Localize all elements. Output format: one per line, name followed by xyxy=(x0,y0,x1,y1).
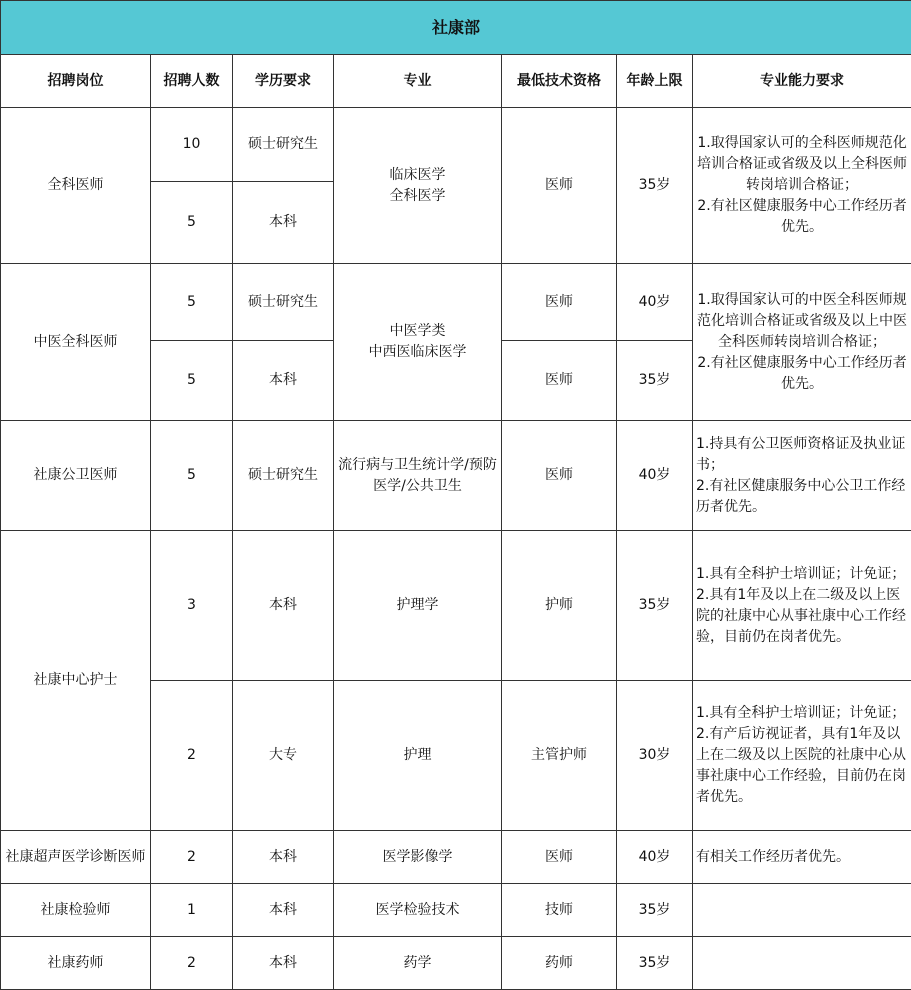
gp-qualification: 医师 xyxy=(502,108,617,264)
header-qualification: 最低技术资格 xyxy=(502,55,617,108)
us-education: 本科 xyxy=(233,831,334,884)
table-row xyxy=(1,531,911,681)
lab-position: 社康检验师 xyxy=(1,884,151,937)
ph-age: 40岁 xyxy=(617,421,693,531)
gp-education-2: 本科 xyxy=(233,182,334,264)
nurse-education-2: 大专 xyxy=(233,681,334,831)
header-education: 学历要求 xyxy=(233,55,334,108)
ph-major: 流行病与卫生统计学/预防医学/公共卫生 xyxy=(334,421,502,531)
header-position: 招聘岗位 xyxy=(1,55,151,108)
nurse-ability-2-1: 1.具有全科护士培训证；计免证； xyxy=(696,703,908,724)
nurse-qualification-1: 护师 xyxy=(502,531,617,681)
lab-ability xyxy=(693,884,911,937)
nurse-major-2: 护理 xyxy=(334,681,502,831)
ph-ability xyxy=(693,421,911,531)
header-ability: 专业能力要求 xyxy=(693,55,911,108)
nurse-ability-1-1: 1.具有全科护士培训证；计免证； xyxy=(696,564,908,585)
gp-major-line-1: 临床医学 xyxy=(336,165,499,186)
ph-ability-2: 2.有社区健康服务中心公卫工作经历者优先。 xyxy=(696,476,908,518)
nurse-position: 社康中心护士 xyxy=(1,531,151,831)
tcm-qualification-2: 医师 xyxy=(502,341,617,421)
us-position: 社康超声医学诊断医师 xyxy=(1,831,151,884)
pharm-position: 社康药师 xyxy=(1,937,151,990)
gp-major-line-2: 全科医学 xyxy=(336,186,499,207)
tcm-ability xyxy=(693,264,911,421)
lab-qualification: 技师 xyxy=(502,884,617,937)
table-row xyxy=(1,108,911,182)
gp-position: 全科医师 xyxy=(1,108,151,264)
tcm-age-2: 35岁 xyxy=(617,341,693,421)
tcm-major-line-1: 中医学类 xyxy=(336,321,499,342)
us-major: 医学影像学 xyxy=(334,831,502,884)
gp-count-2: 5 xyxy=(151,182,233,264)
tcm-count-2: 5 xyxy=(151,341,233,421)
us-ability: 有相关工作经历者优先。 xyxy=(693,831,911,884)
tcm-ability-2: 2.有社区健康服务中心工作经历者优先。 xyxy=(696,353,908,395)
gp-age: 35岁 xyxy=(617,108,693,264)
tcm-age-1: 40岁 xyxy=(617,264,693,341)
ph-position: 社康公卫医师 xyxy=(1,421,151,531)
nurse-ability-cell-1 xyxy=(693,531,911,681)
nurse-ability-2-2: 2.有产后访视证者，具有1年及以上在二级及以上医院的社康中心从事社康中心工作经验，目前仍在岗者优先。 xyxy=(696,724,908,808)
gp-ability xyxy=(693,108,911,264)
tcm-ability-1: 1.取得国家认可的中医全科医师规范化培训合格证或省级及以上中医全科医师转岗培训合格证； xyxy=(696,290,908,353)
tcm-count-1: 5 xyxy=(151,264,233,341)
pharm-education: 本科 xyxy=(233,937,334,990)
tcm-education-2: 本科 xyxy=(233,341,334,421)
pharm-qualification: 药师 xyxy=(502,937,617,990)
pharm-count: 2 xyxy=(151,937,233,990)
gp-major xyxy=(334,108,502,264)
tcm-major-line-2: 中西医临床医学 xyxy=(336,342,499,363)
header-row xyxy=(1,55,911,108)
nurse-count-1: 3 xyxy=(151,531,233,681)
us-count: 2 xyxy=(151,831,233,884)
us-qualification: 医师 xyxy=(502,831,617,884)
table-row xyxy=(1,937,911,990)
tcm-education-1: 硕士研究生 xyxy=(233,264,334,341)
gp-ability-1: 1.取得国家认可的全科医师规范化培训合格证或省级及以上全科医师转岗培训合格证； xyxy=(696,133,908,196)
table-title: 社康部 xyxy=(1,1,911,55)
ph-count: 5 xyxy=(151,421,233,531)
tcm-major xyxy=(334,264,502,421)
ph-ability-1: 1.持具有公卫医师资格证及执业证书； xyxy=(696,434,908,476)
lab-major: 医学检验技术 xyxy=(334,884,502,937)
table-row xyxy=(1,831,911,884)
nurse-ability-cell-2 xyxy=(693,681,911,831)
header-major: 专业 xyxy=(334,55,502,108)
tcm-position: 中医全科医师 xyxy=(1,264,151,421)
lab-age: 35岁 xyxy=(617,884,693,937)
pharm-ability xyxy=(693,937,911,990)
lab-count: 1 xyxy=(151,884,233,937)
nurse-major-1: 护理学 xyxy=(334,531,502,681)
gp-education-1: 硕士研究生 xyxy=(233,108,334,182)
header-age: 年龄上限 xyxy=(617,55,693,108)
nurse-count-2: 2 xyxy=(151,681,233,831)
ph-qualification: 医师 xyxy=(502,421,617,531)
pharm-age: 35岁 xyxy=(617,937,693,990)
table-row xyxy=(1,421,911,531)
ph-education: 硕士研究生 xyxy=(233,421,334,531)
header-count: 招聘人数 xyxy=(151,55,233,108)
us-age: 40岁 xyxy=(617,831,693,884)
pharm-major: 药学 xyxy=(334,937,502,990)
nurse-age-2: 30岁 xyxy=(617,681,693,831)
table-row xyxy=(1,884,911,937)
tcm-qualification-1: 医师 xyxy=(502,264,617,341)
nurse-age-1: 35岁 xyxy=(617,531,693,681)
lab-education: 本科 xyxy=(233,884,334,937)
table-row xyxy=(1,264,911,341)
gp-ability-2: 2.有社区健康服务中心工作经历者优先。 xyxy=(696,196,908,238)
nurse-qualification-2: 主管护师 xyxy=(502,681,617,831)
gp-count-1: 10 xyxy=(151,108,233,182)
nurse-education-1: 本科 xyxy=(233,531,334,681)
nurse-ability-1-2: 2.具有1年及以上在二级及以上医院的社康中心从事社康中心工作经验，目前仍在岗者优先。 xyxy=(696,585,908,648)
